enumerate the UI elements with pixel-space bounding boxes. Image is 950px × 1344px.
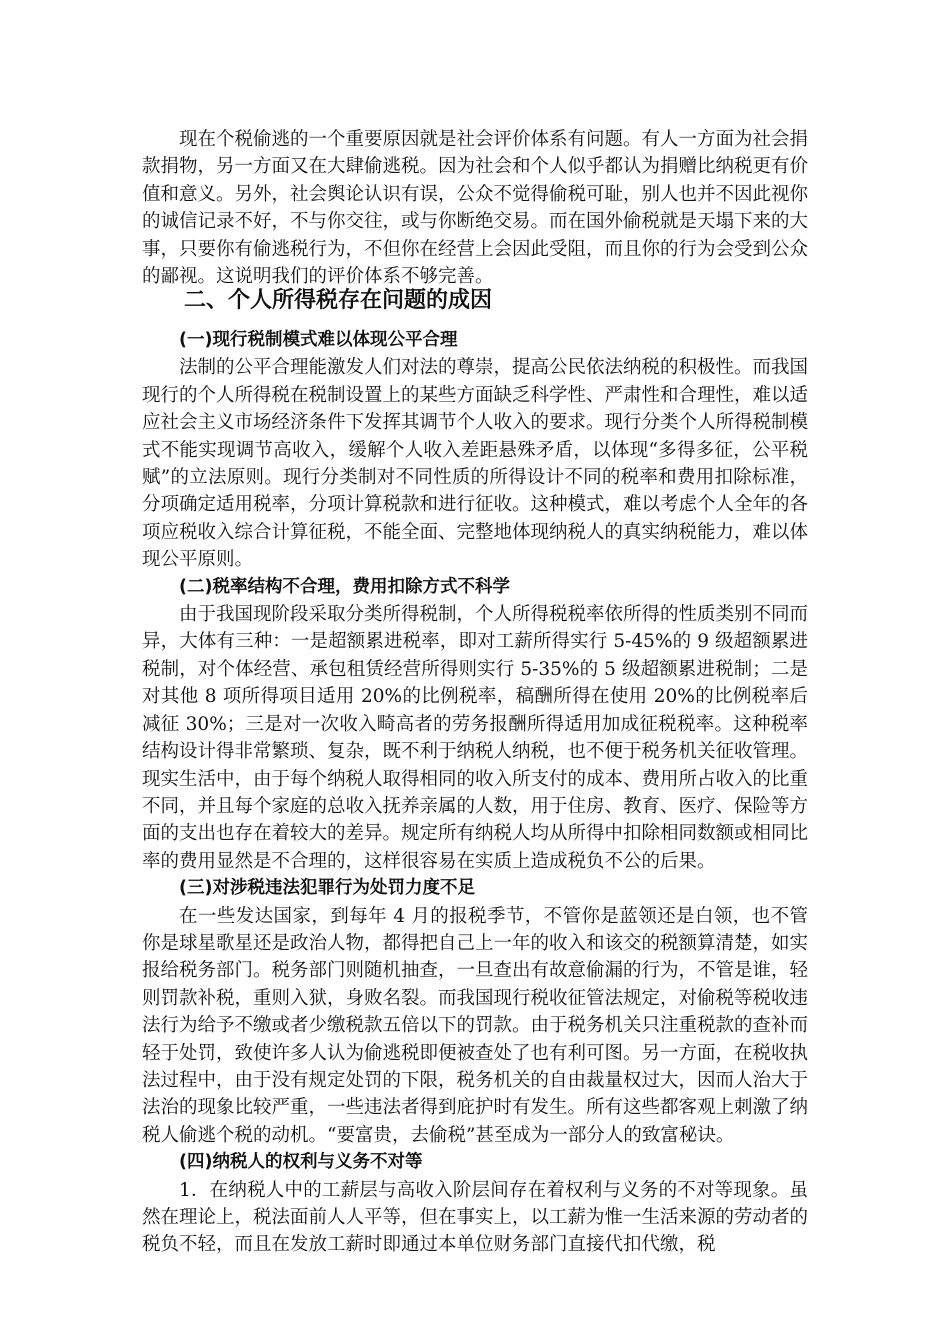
subsection-title-3: (三)对涉税违法犯罪行为处罚力度不足 xyxy=(179,878,475,899)
subsection-title-2: (二)税率结构不合理，费用扣除方式不科学 xyxy=(179,576,510,597)
section-title: 二、个人所得税存在问题的成因 xyxy=(184,288,493,313)
intro-paragraph: 现在个税偷逃的一个重要原因就是社会评价体系有问题。有人一方面为社会捐款捐物，另一方面又在大肆偷逃税。因为社会和个人似乎都认为捐赠比纳税更有价值和意义。另外，社会舆论认识有误，公众不觉得偷税可耻，别人也并不因此视你的诚信记录不好，不与你交往，或与你断绝交易。而在国外偷税就是天塌下来的大事，只要你有偷逃税行为，不但你在经营上会因此受阻，而且你的行为会受到公众的鄙视。这说明我们的评价体系不够完善。 xyxy=(142,129,809,288)
subsection-title-4: (四)纳税人的权利与义务不对等 xyxy=(179,1152,423,1173)
subsection-paragraph-1: 法制的公平合理能激发人们对法的尊崇，提高公民依法纳税的积极性。而我国现行的个人所得税在税制设置上的某些方面缺乏科学性、严肃性和合理性，难以适应社会主义市场经济条件下发挥其调节个人收入的要求。现行分类个人所得税制模式不能实现调节高收入，缓解个人收入差距悬殊矛盾，以体现“多得多征，公平税赋”的立法原则。现行分类制对不同性质的所得设计不同的税率和费用扣除标准，分项确定适用税率，分项计算税款和进行征收。这种模式，难以考虑个人全年的各项应税收入综合计算征税，不能全面、完整地体现纳税人的真实纳税能力，难以体现公平原则。 xyxy=(142,357,809,571)
subsection-paragraph-2: 由于我国现阶段采取分类所得税制，个人所得税税率依所得的性质类别不同而异，大体有三种：一是超额累进税率，即对工薪所得实行 5-45%的 9 级超额累进税制，对个体经营、承包租赁经营所得则实行 5-35%的 5 级超额累进税制；二是对其他 8 项所得项目适用 20%的比例税率，稿酬所得在使用 20%的比例税率后减征 30%；三是对一次收入畸高者的劳务报酬所得适用加成征税税率。这种税率结构设计得非常繁琐、复杂，既不利于纳税人纳税，也不便于税务机关征收管理。现实生活中，由于每个纳税人取得相同的收入所支付的成本、费用所占收入的比重不同，并且每个家庭的总收入抚养亲属的人数，用于住房、教育、医疗、保险等方面的支出也存在着较大的差异。规定所有纳税人均从所得中扣除相同数额或相同比率的费用显然是不合理的，这样很容易在实质上造成税负不公的后果。 xyxy=(142,604,809,872)
subsection-title-1: (一)现行税制模式难以体现公平合理 xyxy=(179,330,458,350)
intro-block xyxy=(142,126,808,290)
subsection-paragraph-4: 1．在纳税人中的工薪层与高收入阶层间存在着权利与义务的不对等现象。虽然在理论上，税法面前人人平等，但在事实上，以工薪为惟一生活来源的劳动者的税负不轻，而且在发放工薪时即通过本单位财务部门直接代扣代缴，税 xyxy=(142,1179,809,1256)
subsection-paragraph-3: 在一些发达国家，到每年 4 月的报税季节，不管你是蓝领还是白领，也不管你是球星歌星还是政治人物，都得把自己上一年的收入和该交的税额算清楚，如实报给税务部门。税务部门则随机抽查，一旦查出有故意偷漏的行为，不管是谁，轻则罚款补税，重则入狱，身败名裂。而我国现行税收征管法规定，对偷税等税收违法行为给予不缴或者少缴税款五倍以下的罚款。由于税务机关只注重税款的查补而轻于处罚，致使许多人认为偷逃税即便被查处了也有利可图。另一方面，在税收执法过程中，由于没有规定处罚的下限，税务机关的自由裁量权过大，因而人治大于法治的现象比较严重，一些违法者得到庇护时有发生。所有这些都客观上刺激了纳税人偷逃个税的动机。“要富贵，去偷税”甚至成为一部分人的致富秘诀。 xyxy=(142,905,809,1146)
subsections-block xyxy=(142,327,808,1259)
